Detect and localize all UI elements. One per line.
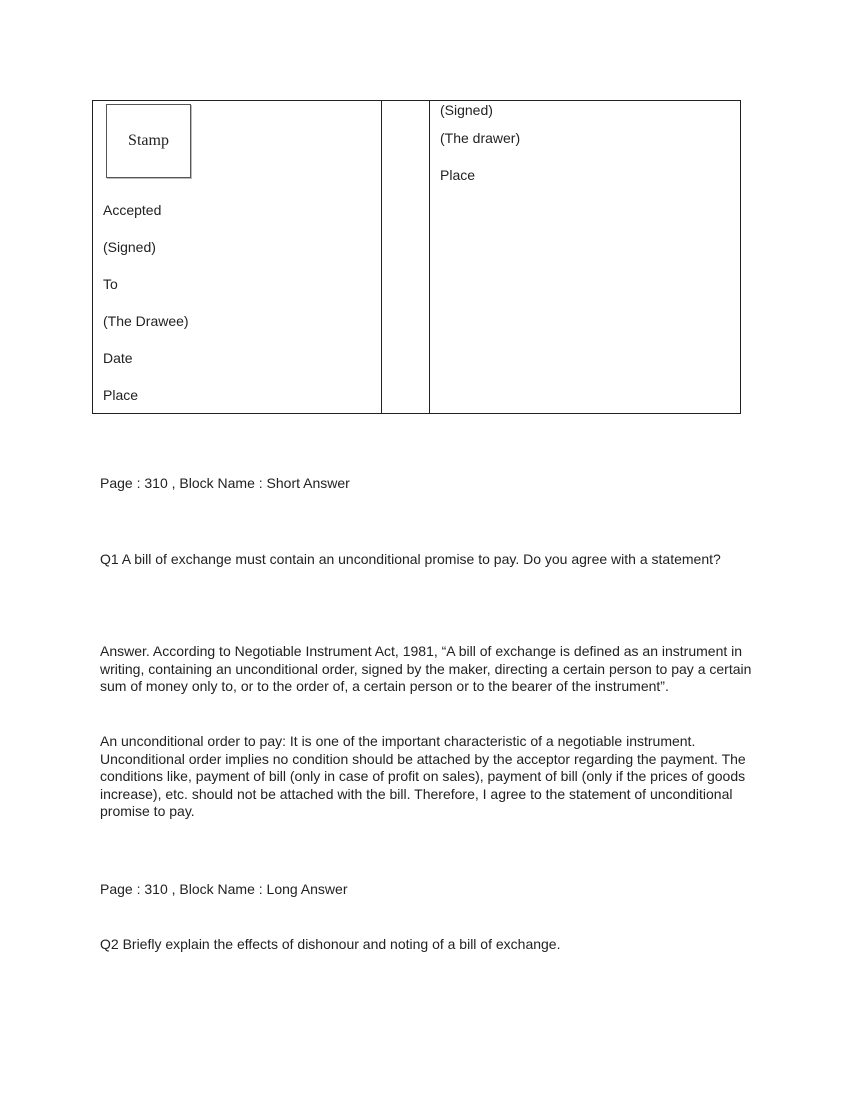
answer-paragraph-1: Answer. According to Negotiable Instrument Act, 1981, “A bill of exchange is defined as an instrument in writing, containing an unconditional order, signed by the maker, directing a certain person to pay a certain sum of money only to, or to the order of, a certain person or to the bearer of the instrument”.	[100, 643, 752, 694]
drawer-signed-label: (Signed)	[440, 102, 493, 118]
bill-of-exchange-table	[92, 100, 741, 414]
question-1: Q1 A bill of exchange must contain an unconditional promise to pay. Do you agree with a statement?	[100, 551, 721, 567]
to-label: To	[103, 276, 118, 292]
column-divider	[381, 101, 382, 413]
block-label-short-answer: Page : 310 , Block Name : Short Answer	[100, 475, 350, 491]
place-label: Place	[103, 387, 139, 403]
drawee-label: (The Drawee)	[103, 313, 189, 329]
drawer-place-label: Place	[440, 167, 476, 183]
signed-label: (Signed)	[103, 239, 156, 255]
accepted-label: Accepted	[103, 202, 162, 218]
question-2: Q2 Briefly explain the effects of dishonour and noting of a bill of exchange.	[100, 936, 561, 952]
stamp-label: Stamp	[128, 132, 169, 149]
block-label-long-answer: Page : 310 , Block Name : Long Answer	[100, 881, 348, 897]
column-divider	[429, 101, 430, 413]
answer-paragraph-2: An unconditional order to pay: It is one of the important characteristic of a negotiable instrument. Unconditional order implies no condition should be attached by the acceptor regarding the payment. The conditions like, payment of bill (only in case of profit on sales), payment of bill (only if the prices of goods increase), etc. should not be attached with the bill. Therefore, I agree to the statement of unconditional promise to pay.	[100, 733, 746, 819]
date-label: Date	[103, 350, 133, 366]
drawer-label: (The drawer)	[440, 130, 521, 146]
stamp-box	[106, 104, 191, 178]
